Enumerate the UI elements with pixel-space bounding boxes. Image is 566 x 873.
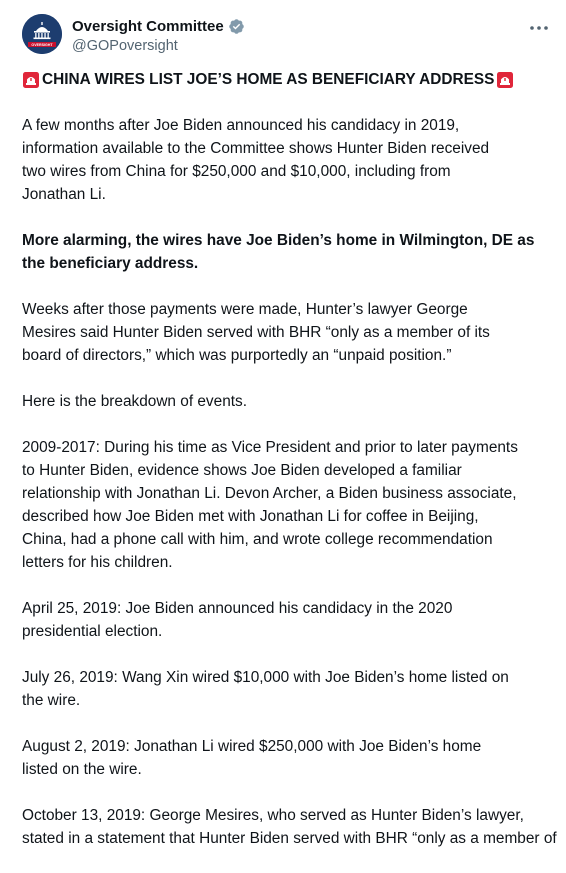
paragraph-october-2019 xyxy=(22,804,557,850)
more-options-icon[interactable] xyxy=(528,18,550,38)
avatar[interactable] xyxy=(22,14,62,54)
tweet-header xyxy=(0,0,566,62)
text-line: to Hunter Biden, evidence shows Joe Biden developed a familiar xyxy=(22,462,462,479)
paragraph-august-2019 xyxy=(22,735,550,781)
police-siren-icon xyxy=(22,71,40,89)
text-line: board of directors,” which was purportedly an “unpaid position.” xyxy=(22,347,452,364)
text-line: two wires from China for $250,000 and $10,000, including from xyxy=(22,163,451,180)
text-line: More alarming, the wires have Joe Biden’s home in Wilmington, DE as xyxy=(22,232,535,249)
text-line: Jonathan Li. xyxy=(22,186,106,203)
text-line: October 13, 2019: George Mesires, who served as Hunter Biden’s lawyer, xyxy=(22,807,524,824)
text-line: Here is the breakdown of events. xyxy=(22,393,247,410)
paragraph-breakdown xyxy=(22,390,550,413)
text-line: presidential election. xyxy=(22,623,163,640)
text-line: described how Joe Biden met with Jonathan Li for coffee in Beijing, xyxy=(22,508,479,525)
name-row xyxy=(72,16,245,36)
text-line: China, had a phone call with him, and wrote college recommendation xyxy=(22,531,493,548)
text-line: July 26, 2019: Wang Xin wired $10,000 with Joe Biden’s home listed on xyxy=(22,669,509,686)
paragraph-2009-2017 xyxy=(22,436,550,574)
avatar-logo-text: OVERSIGHT xyxy=(31,43,53,47)
paragraph-july-2019 xyxy=(22,666,550,712)
text-line: 2009-2017: During his time as Vice President and prior to later payments xyxy=(22,439,518,456)
text-line: the wire. xyxy=(22,692,81,709)
tweet-headline xyxy=(22,68,550,91)
paragraph-alarming xyxy=(22,229,550,275)
user-handle[interactable]: @GOPoversight xyxy=(72,38,178,54)
text-line: August 2, 2019: Jonathan Li wired $250,000 with Joe Biden’s home xyxy=(22,738,482,755)
tweet-text xyxy=(22,68,557,873)
text-line: Mesires said Hunter Biden served with BHR “only as a member of its xyxy=(22,324,490,341)
headline-text: CHINA WIRES LIST JOE’S HOME AS BENEFICIARY ADDRESS xyxy=(42,71,495,88)
paragraph-intro xyxy=(22,114,550,206)
text-line: Weeks after those payments were made, Hunter’s lawyer George xyxy=(22,301,468,318)
text-line: relationship with Jonathan Li. Devon Archer, a Biden business associate, xyxy=(22,485,517,502)
paragraph-april-2019 xyxy=(22,597,550,643)
verified-badge-icon xyxy=(228,18,245,35)
text-line: stated in a statement that Hunter Biden served with BHR “only as a member of xyxy=(22,830,557,847)
police-siren-icon xyxy=(496,71,514,89)
text-line: the beneficiary address. xyxy=(22,255,199,272)
text-line: information available to the Committee shows Hunter Biden received xyxy=(22,140,490,157)
text-line: April 25, 2019: Joe Biden announced his candidacy in the 2020 xyxy=(22,600,453,617)
text-line: A few months after Joe Biden announced his candidacy in 2019, xyxy=(22,117,460,134)
paragraph-lawyer-statement xyxy=(22,298,550,367)
text-line: listed on the wire. xyxy=(22,761,142,778)
display-name[interactable]: Oversight Committee xyxy=(72,17,224,35)
oversight-logo-icon xyxy=(22,14,62,54)
text-line: letters for his children. xyxy=(22,554,173,571)
